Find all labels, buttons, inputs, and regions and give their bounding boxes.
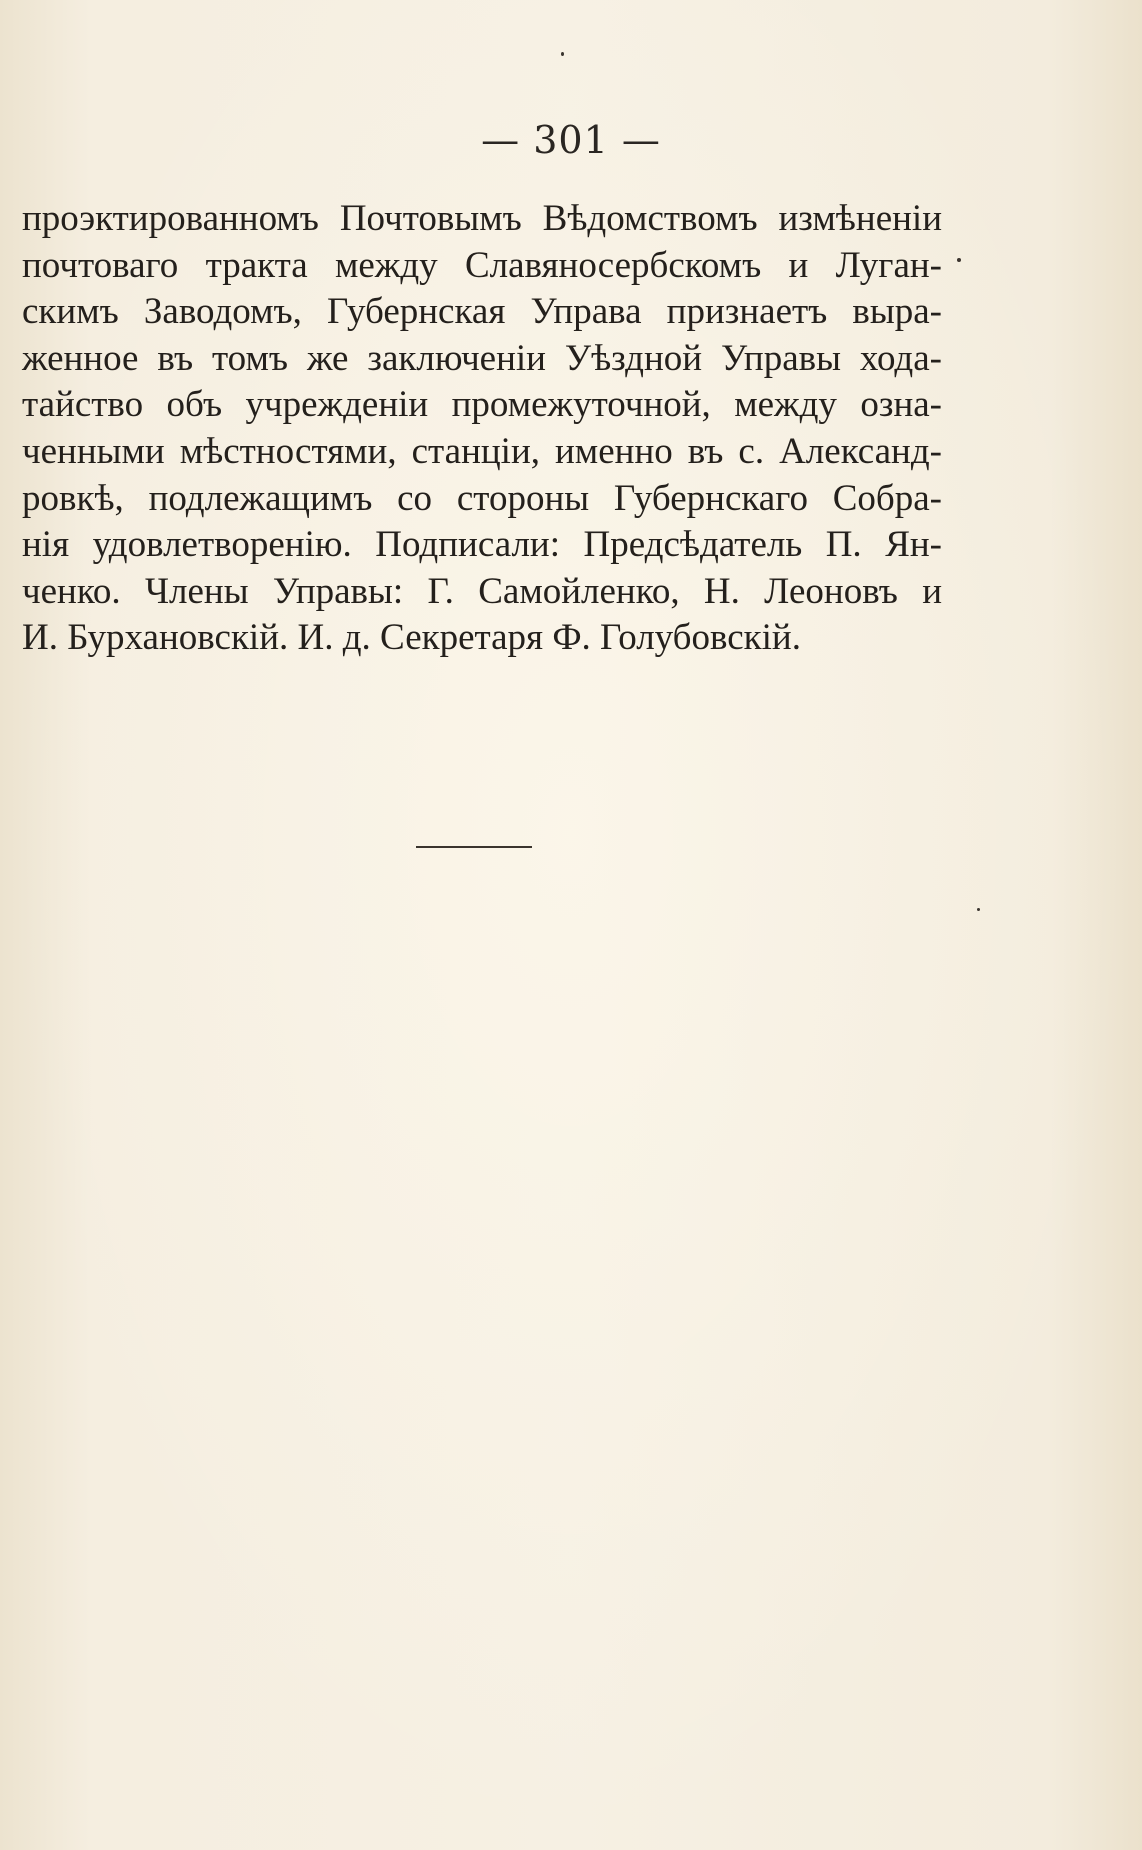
page-number: — 301 — bbox=[481, 118, 661, 162]
text-line: ченко. Члены Управы: Г. Самойленко, Н. Леоновъ и bbox=[22, 570, 942, 612]
text-line: ровкѣ, подлежащимъ со стороны Губернскаго Собра- bbox=[22, 477, 942, 519]
ink-speck bbox=[561, 52, 564, 56]
ink-speck bbox=[957, 258, 961, 262]
text-line: нія удовлетворенію. Подписали: Предсѣдатель П. Ян- bbox=[22, 524, 942, 566]
text-line: скимъ Заводомъ, Губернская Управа признаетъ выра- bbox=[22, 291, 942, 333]
text-line: тайство объ учрежденіи промежуточной, между озна- bbox=[22, 384, 942, 426]
text-line: женное въ томъ же заключеніи Уѣздной Управы хода- bbox=[22, 337, 942, 379]
body-paragraph bbox=[22, 196, 942, 662]
text-line: ченными мѣстностями, станціи, именно въ с. Александ- bbox=[22, 430, 942, 472]
text-line: почтоваго тракта между Славяносербскомъ и Луган- bbox=[22, 244, 942, 286]
ink-speck bbox=[977, 908, 980, 911]
text-line: И. Бурхановскій. И. д. Секретаря Ф. Голубовскій. bbox=[22, 617, 801, 659]
section-divider bbox=[416, 846, 532, 848]
text-line: проэктированномъ Почтовымъ Вѣдомствомъ измѣненіи bbox=[22, 198, 942, 239]
